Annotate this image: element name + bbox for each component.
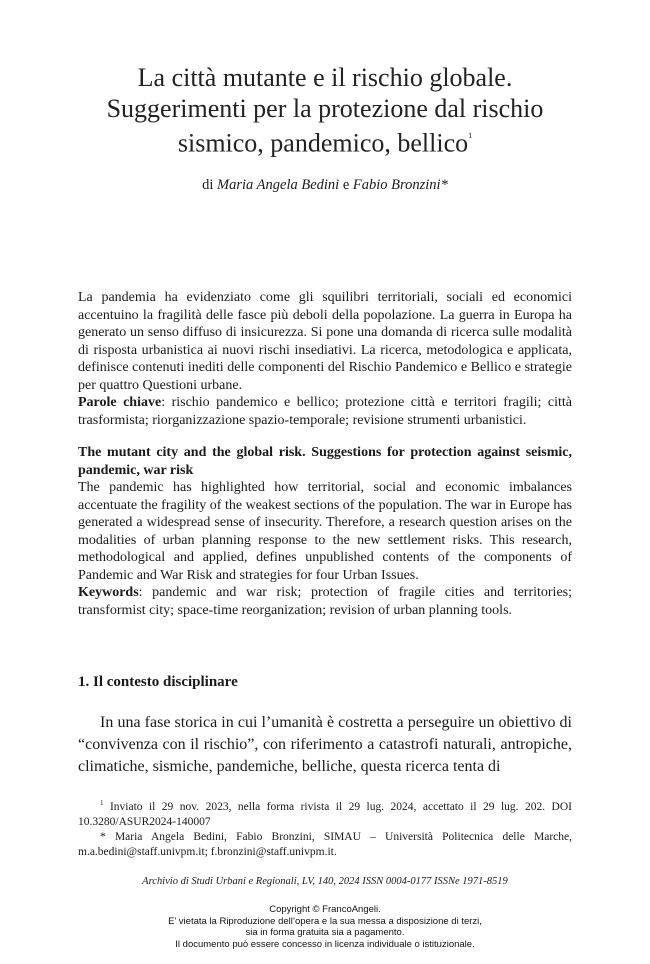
- paper-title: [40, 62, 610, 159]
- title-line-1: La città mutante e il rischio globale.: [137, 63, 513, 92]
- journal-info: Archivio di Studi Urbani e Regionali, LV, 140, 2024 ISSN 0004-0177 ISSNe 1971-8519: [142, 876, 508, 887]
- copyright-line-1: Copyright © FrancoAngeli.: [269, 904, 381, 915]
- title-footnote-mark: 1: [468, 131, 473, 140]
- keywords-english: [78, 584, 572, 619]
- author-2: Fabio Bronzini*: [352, 177, 448, 193]
- section-heading: 1. Il contesto disciplinare: [78, 674, 238, 690]
- abstract-italian-text: La pandemia ha evidenziato come gli squilibri territoriali, sociali ed economici accentuino la fragilità delle fasce più deboli della popolazione. La guerra in Europa ha generato un senso diffuso di insicurezza. Si pone una domanda di ricerca sulle modalità di risposta urbanistica ai nuovi rischi insediativi. La ricerca, metodologica e applicata, definisce contenuti inediti delle componenti del Rischio Pandemico e Bellico e strategie per quattro Questioni urbane.: [78, 290, 572, 393]
- copyright-notice: [40, 904, 610, 950]
- byline-prefix: di: [202, 177, 214, 193]
- title-line-2: Suggerimenti per la protezione dal rischio: [106, 94, 544, 123]
- abstract-english-text: The pandemic has highlighted how territorial, social and economic imbalances accentuate the fragility of the weakest sections of the population. The war in Europe has generated a widespread sense of insecurity. Therefore, a research question arises on the modalities of urban planning response to the new settlement risks. This research, methodological and applied, defines unpublished contents of the components of Pandemic and War Risk and strategies for four Urban Issues.: [78, 480, 572, 583]
- section-body: In una fase storica in cui l’umanità è costretta a perseguire un obiettivo di “convivenza con il rischio”, con riferimento a catastrofi naturali, antropiche, climatiche, sismiche, pandemiche, belliche, questa ricerca tenta di: [78, 714, 572, 775]
- keywords-italian-text: : rischio pandemico e bellico; protezione città e territori fragili; città trasformista; riorganizzazione spazio-temporale; revisione strumenti urbanistici.: [78, 395, 572, 428]
- copyright-line-3: sia in forma gratuita sia a pagamento.: [245, 927, 405, 938]
- footnote-1: [78, 796, 572, 830]
- footnotes: [78, 796, 572, 860]
- abstract-italian: [78, 289, 572, 429]
- byline-conjunction: e: [342, 177, 350, 193]
- keywords-italian-label: Parole chiave: [78, 395, 162, 410]
- title-line-3: [40, 124, 610, 159]
- author-byline: [40, 177, 610, 194]
- keywords-italian: [78, 394, 572, 429]
- footnote-1-text: Inviato il 29 nov. 2023, nella forma rivista il 29 lug. 2024, accettato il 29 lug. 202. DOI 10.3280/ASUR2024-140007: [78, 800, 572, 828]
- keywords-english-text: : pandemic and war risk; protection of fragile cities and territories; transformist city; space-time reorganization; revision of urban planning tools.: [78, 585, 572, 618]
- copyright-line-4: Il documento può essere concesso in licenza individuale o istituzionale.: [175, 938, 475, 950]
- author-1: Maria Angela Bedini: [217, 177, 340, 193]
- footnote-2: * Maria Angela Bedini, Fabio Bronzini, SIMAU – Università Politecnica delle Marche, m.a.bedini@staff.univpm.it; f.bronzini@staff.univpm.it.: [78, 830, 572, 858]
- footnote-1-mark: 1: [100, 799, 104, 807]
- copyright-line-2: E’ vietata la Riproduzione dell’opera e la sua messa a disposizione di terzi,: [168, 915, 482, 927]
- abstract-english: [78, 479, 572, 619]
- title-line-3-text: sismico, pandemico, bellico: [177, 128, 469, 158]
- abstract-english-title: The mutant city and the global risk. Suggestions for protection against seismic, pandemic, war risk: [78, 445, 572, 478]
- keywords-english-label: Keywords: [78, 585, 139, 600]
